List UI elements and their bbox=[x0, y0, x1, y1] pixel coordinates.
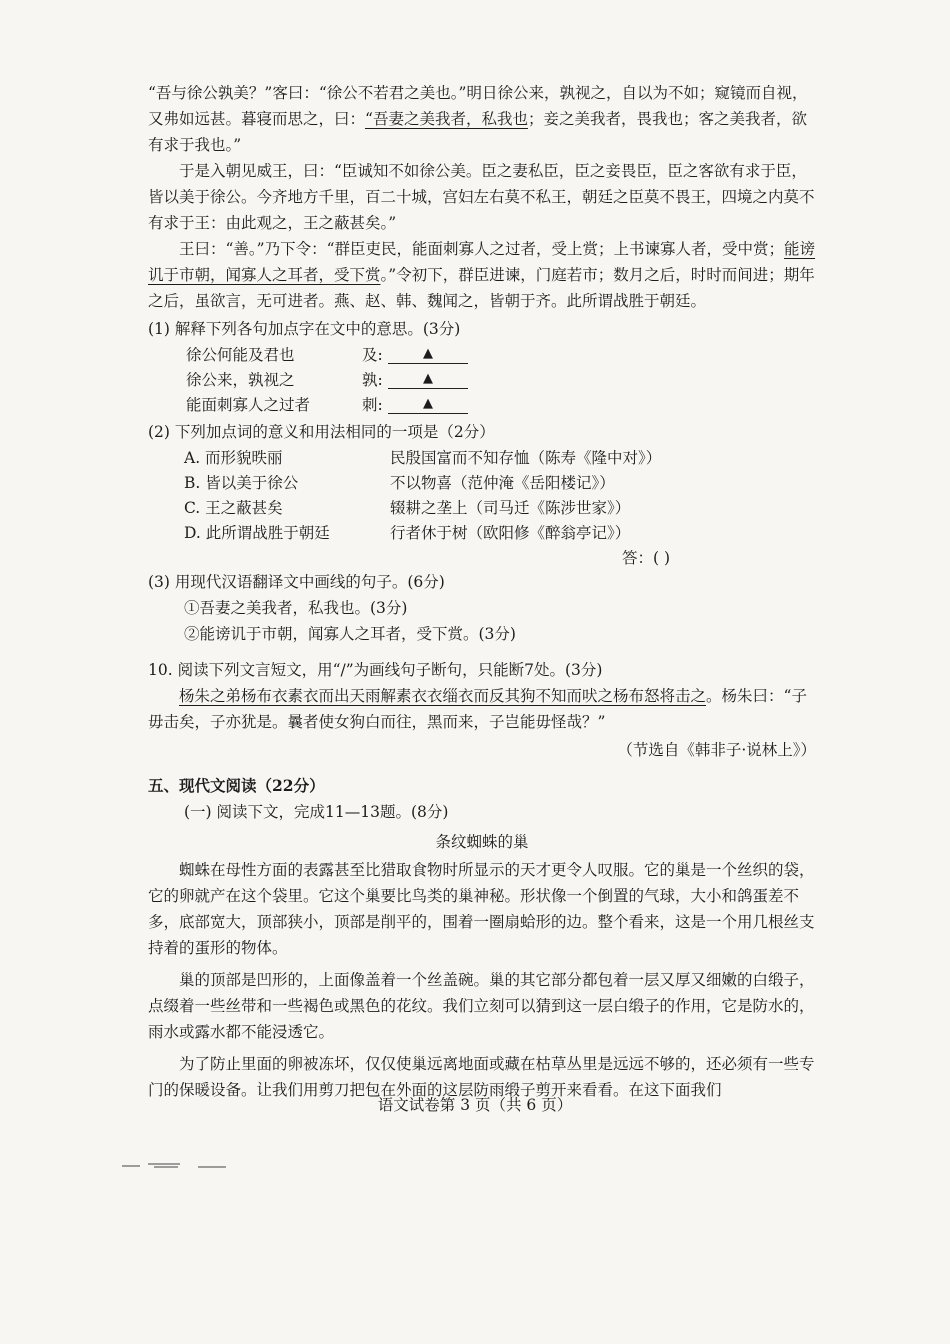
passage-paragraph-1 bbox=[148, 80, 816, 158]
passage-text: 。杨朱曰：“子毋击矣，子亦犹是。曩者使女狗白而往，黑而来，子岂能毋怪哉？” bbox=[148, 687, 807, 731]
passage-text: “吾与徐公孰美？”客曰：“徐公不若君之美也。”明日徐公来，孰视之，自以为不如；窥镜而自视，又弗如远甚。暮寝而思之，曰： bbox=[148, 84, 808, 128]
definition-phrase: 能面刺寡人之过者 bbox=[186, 395, 311, 414]
definition-char: 孰: bbox=[362, 370, 383, 389]
option-right: 民殷国富而不知存恤（陈寿《隆中对》） bbox=[390, 448, 662, 467]
passage-text: ；妾之美我者，畏我也；客之美我者，欲有求于我也。” bbox=[148, 110, 807, 154]
option-left: A. 而形貌昳丽 bbox=[184, 448, 283, 467]
underlined-passage[interactable]: 杨朱之弟杨布衣素衣而出天雨解素衣衣缁衣而反其狗不知而吠之杨布怒将击之 bbox=[179, 687, 707, 705]
question-1-prompt: (1) 解释下列各句加点字在文中的意思。(3分) bbox=[148, 320, 461, 338]
question-10-prompt: 10. 阅读下列文言短文，用“/”为画线句子断句，只能断7处。(3分) bbox=[148, 661, 603, 679]
option-right: 行者休于树（欧阳修《醉翁亭记》） bbox=[390, 523, 631, 542]
option-a bbox=[148, 445, 816, 470]
question-2-prompt: (2) 下列加点词的意义和用法相同的一项是（2分） bbox=[148, 423, 495, 441]
option-left: D. 此所谓战胜于朝廷 bbox=[184, 523, 330, 542]
option-left: B. 皆以美于徐公 bbox=[184, 473, 299, 492]
scan-mark-icon bbox=[120, 1158, 230, 1170]
definition-char: 及: bbox=[362, 345, 383, 364]
definition-phrase: 徐公来，孰视之 bbox=[186, 370, 295, 389]
passage-text: 。”令初下，群臣进谏，门庭若市；数月之后，时时而间进；期年之后，虽欲言，无可进者。燕、赵、韩、魏闻之，皆朝于齐。此所谓战胜于朝廷。 bbox=[148, 266, 815, 310]
answer-bracket[interactable]: 答：( ) bbox=[621, 549, 670, 567]
article-paragraph-2: 巢的顶部是凹形的，上面像盖着一个丝盖碗。巢的其它部分都包着一层又厚又细嫩的白缎子，点缀着一些丝带和一些褐色或黑色的花纹。我们立刻可以猜到这一层白缎子的作用，它是防水的，雨水或露水都不能浸透它。 bbox=[148, 971, 815, 1041]
exam-content bbox=[148, 80, 816, 1103]
article-paragraph-1: 蜘蛛在母性方面的表露甚至比猎取食物时所显示的天才更令人叹服。它的巢是一个丝织的袋，它的卵就产在这个袋里。它这个巢要比鸟类的巢神秘。形状像一个倒置的气球，大小和鸽蛋差不多，底部宽大，顶部狭小，顶部是削平的，围着一圈扇蛤形的边。整个看来，这是一个用几根丝支持着的蛋形的物体。 bbox=[148, 861, 815, 957]
option-left: C. 王之蔽甚矣 bbox=[184, 498, 283, 517]
passage-text: 王曰：“善。”乃下令：“群臣吏民，能面刺寡人之过者，受上赏；上书谏寡人者，受中赏； bbox=[179, 240, 785, 258]
question-10-text bbox=[148, 683, 816, 735]
translation-sentence-2: ②能谤讥于市朝，闻寡人之耳者，受下赏。(3分) bbox=[184, 625, 516, 643]
option-right: 不以物喜（范仲淹《岳阳楼记》） bbox=[390, 473, 615, 492]
answer-blank[interactable]: ▲ bbox=[388, 370, 468, 389]
underlined-sentence-2: 能谤讥于市朝，闻寡人之耳者，受下赏 bbox=[148, 240, 816, 284]
option-c bbox=[148, 495, 816, 520]
definition-item bbox=[148, 367, 816, 392]
question-3-prompt: (3) 用现代汉语翻译文中画线的句子。(6分) bbox=[148, 573, 445, 591]
definition-char: 刺: bbox=[362, 395, 383, 414]
definition-item bbox=[148, 342, 816, 367]
underlined-sentence-1: “吾妻之美我者，私我也 bbox=[365, 110, 528, 128]
article-paragraph-3: 为了防止里面的卵被冻坏，仅仅使巢远离地面或藏在枯草丛里是远远不够的，还必须有一些专门的保暖设备。让我们用剪刀把包在外面的这层防雨缎子剪开来看看。在这下面我们 bbox=[148, 1055, 815, 1099]
answer-blank[interactable]: ▲ bbox=[388, 345, 468, 364]
page-footer: 语文试卷第 3 页（共 6 页） bbox=[377, 1096, 573, 1114]
option-right: 辍耕之垄上（司马迁《陈涉世家》） bbox=[390, 498, 631, 517]
option-d bbox=[148, 520, 816, 545]
definition-phrase: 徐公何能及君也 bbox=[186, 345, 295, 364]
answer-blank[interactable]: ▲ bbox=[388, 395, 468, 414]
source-citation: （节选自《韩非子·说林上》） bbox=[617, 741, 816, 759]
section-subtitle: (一) 阅读下文，完成11—13题。(8分) bbox=[184, 803, 449, 821]
article-title: 条纹蜘蛛的巢 bbox=[435, 833, 529, 851]
section-title: 五、现代文阅读（22分） bbox=[148, 776, 325, 795]
passage-paragraph-3 bbox=[148, 236, 816, 314]
option-b bbox=[148, 470, 816, 495]
passage-paragraph-2: 于是入朝见威王，曰：“臣诚知不如徐公美。臣之妻私臣，臣之妾畏臣，臣之客欲有求于臣，皆以美于徐公。今齐地方千里，百二十城，宫妇左右莫不私王，朝廷之臣莫不畏王，四境之内莫不有求于王：由此观之，王之蔽甚矣。” bbox=[148, 162, 815, 232]
translation-sentence-1: ①吾妻之美我者，私我也。(3分) bbox=[184, 599, 408, 617]
definition-item bbox=[148, 392, 816, 417]
